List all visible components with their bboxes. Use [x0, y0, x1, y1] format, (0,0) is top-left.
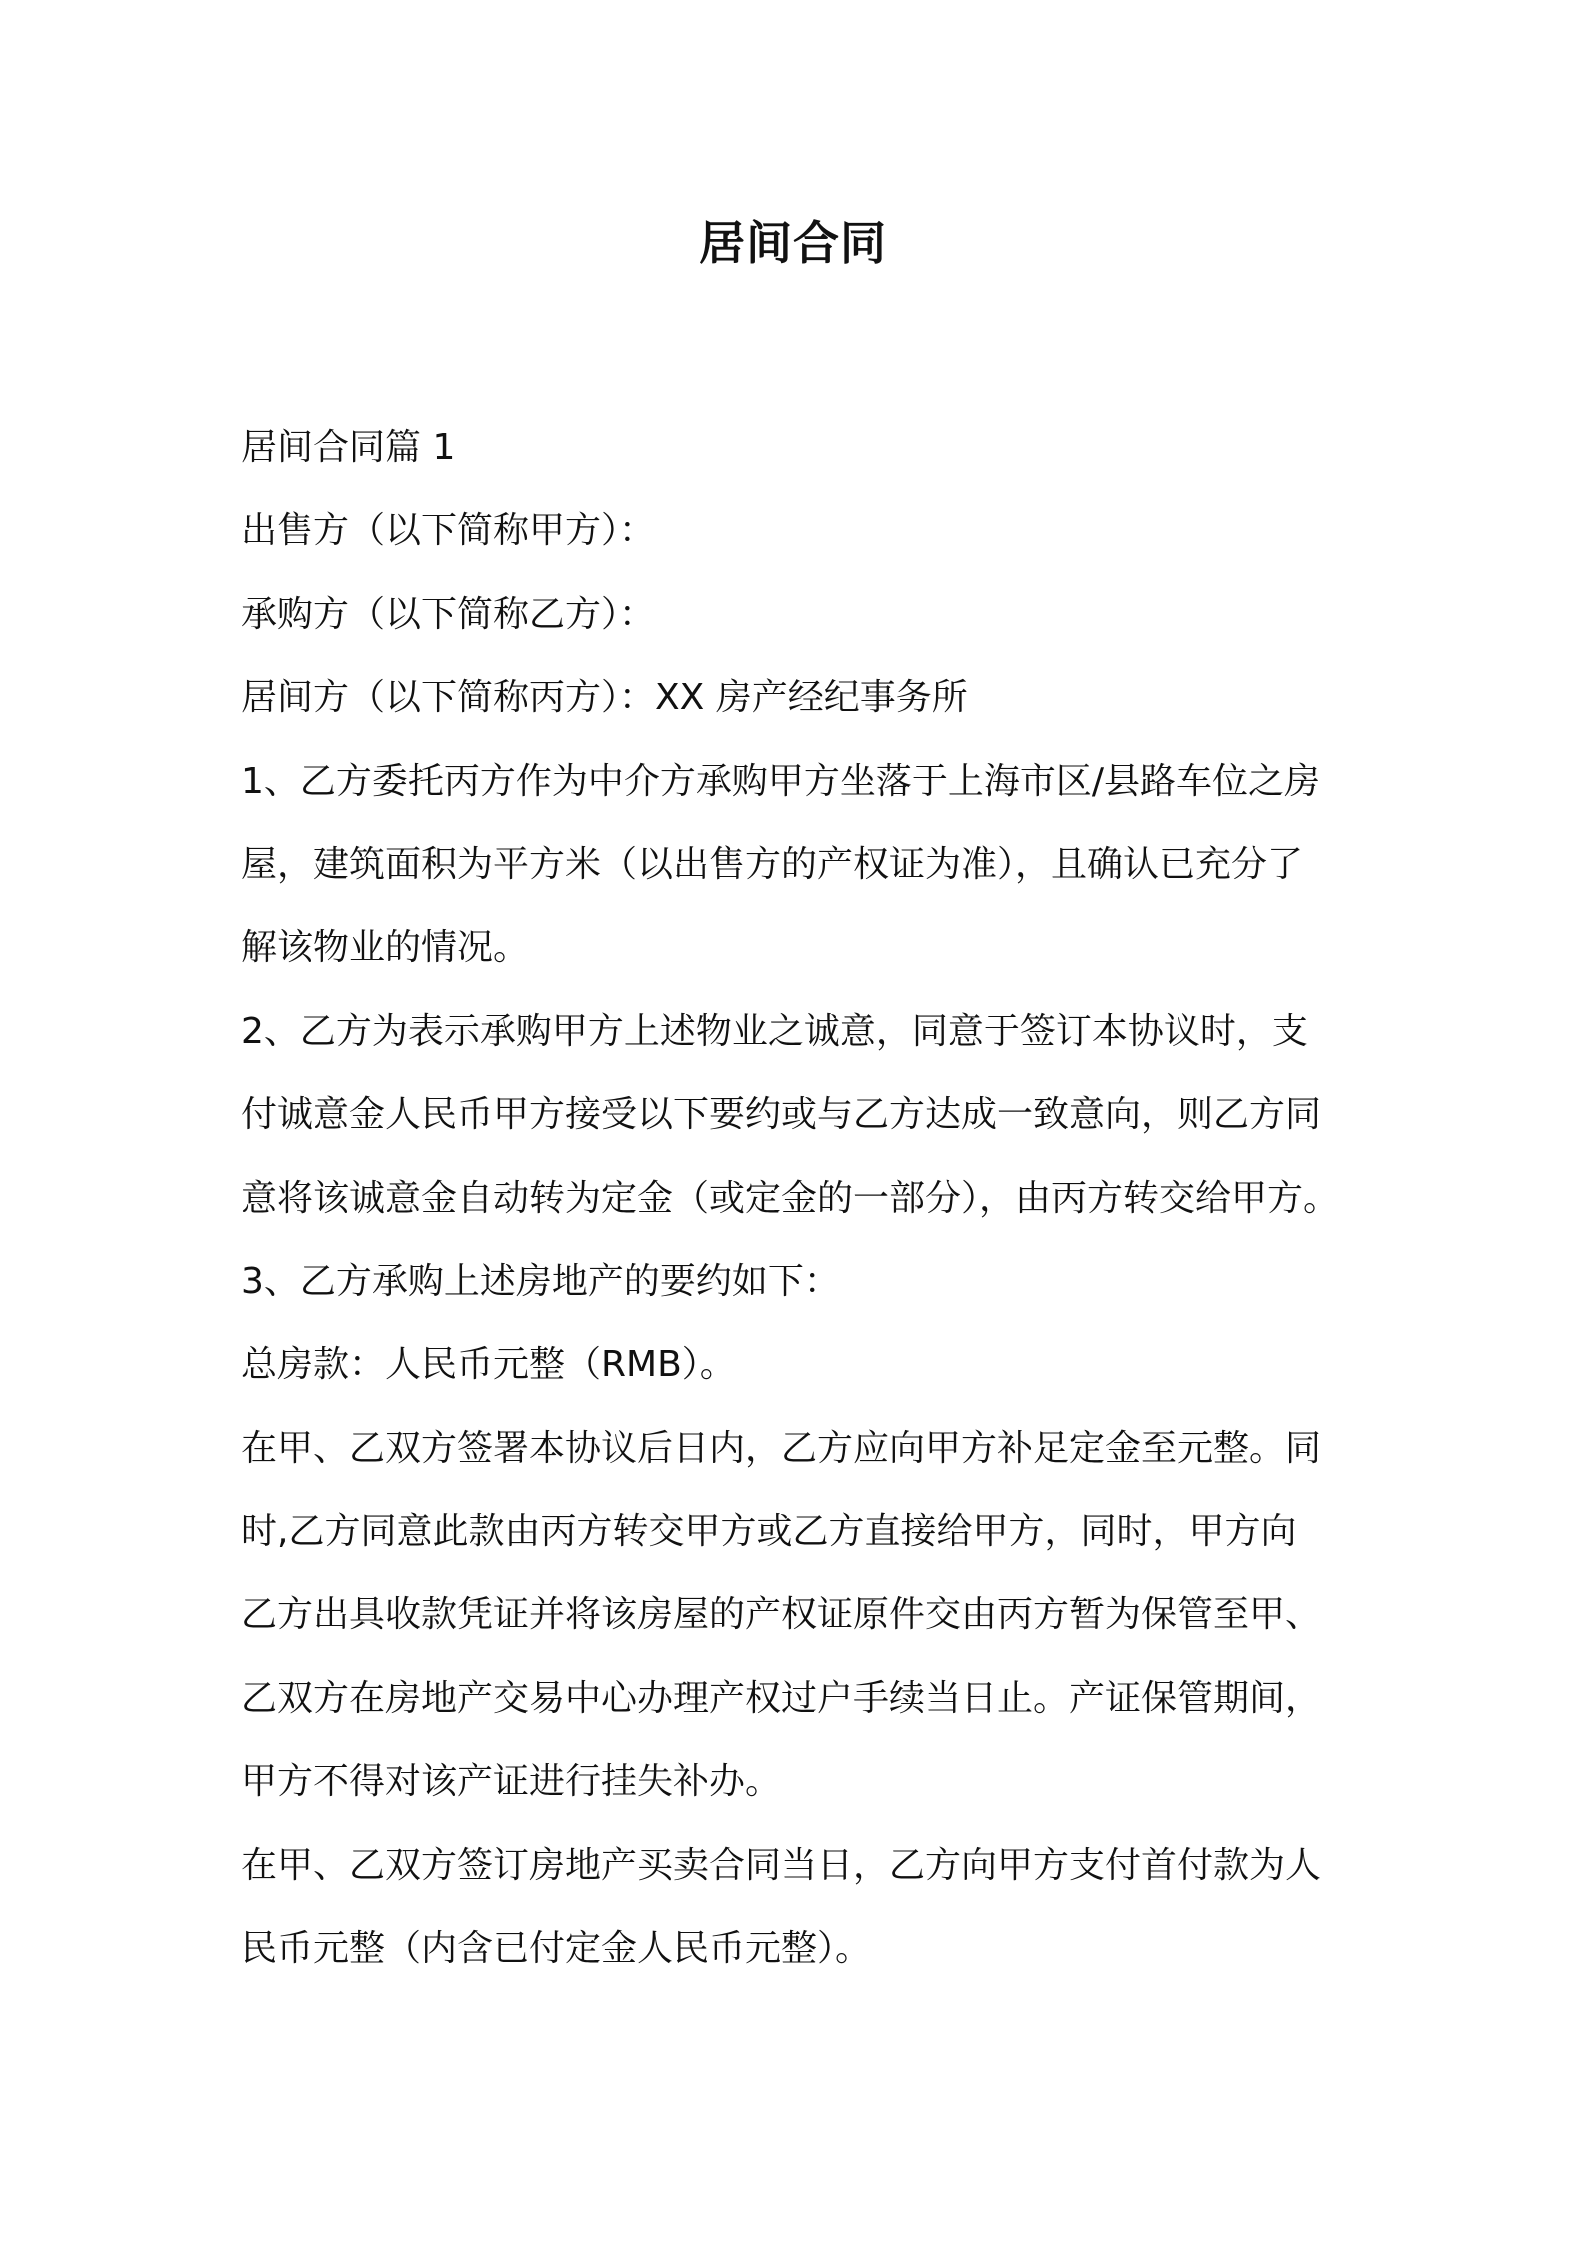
deposit-paragraph-line-4: 乙双方在房地产交易中心办理产权过户手续当日止。产证保管期间，: [241, 1677, 1322, 1719]
deposit-paragraph-line-3: 乙方出具收款凭证并将该房屋的产权证原件交由丙方暂为保管至甲、: [241, 1594, 1322, 1636]
deposit-paragraph-line-2: 时,乙方同意此款由丙方转交甲方或乙方直接给甲方，同时，甲方向: [241, 1511, 1297, 1553]
clause-2-line-2: 付诚意金人民币甲方接受以下要约或与乙方达成一致意向，则乙方同: [241, 1094, 1322, 1136]
deposit-paragraph-line-1: 在甲、乙双方签署本协议后日内，乙方应向甲方补足定金至元整。同: [241, 1427, 1322, 1469]
party-seller-line: 出售方（以下简称甲方）：: [241, 510, 656, 552]
clause-2-line-3: 意将该诚意金自动转为定金（或定金的一部分），由丙方转交给甲方。: [241, 1177, 1340, 1219]
document-title: 居间合同: [699, 216, 887, 270]
payment-paragraph-line-2: 民币元整（内含已付定金人民币元整）。: [241, 1928, 872, 1970]
clause-1-line-2: 屋，建筑面积为平方米（以出售方的产权证为准），且确认已充分了: [241, 843, 1304, 885]
clause-1-line-1: 1、乙方委托丙方作为中介方承购甲方坐落于上海市区/县路车位之房: [241, 760, 1321, 802]
party-buyer-line: 承购方（以下简称乙方）：: [241, 593, 656, 635]
clause-2-line-1: 2、乙方为表示承购甲方上述物业之诚意，同意于签订本协议时，支: [241, 1010, 1308, 1052]
total-price-line: 总房款：人民币元整（RMB）。: [241, 1344, 736, 1386]
clause-3-heading: 3、乙方承购上述房地产的要约如下：: [241, 1260, 840, 1302]
clause-1-line-3: 解该物业的情况。: [241, 927, 530, 969]
document-body: [241, 406, 1371, 1990]
section-heading: 居间合同篇 1: [241, 427, 456, 468]
party-intermediary-line: 居间方（以下简称丙方）：XX 房产经纪事务所: [241, 677, 968, 719]
deposit-paragraph-line-5: 甲方不得对该产证进行挂失补办。: [241, 1761, 782, 1803]
payment-paragraph-line-1: 在甲、乙双方签订房地产买卖合同当日，乙方向甲方支付首付款为人: [241, 1844, 1322, 1886]
